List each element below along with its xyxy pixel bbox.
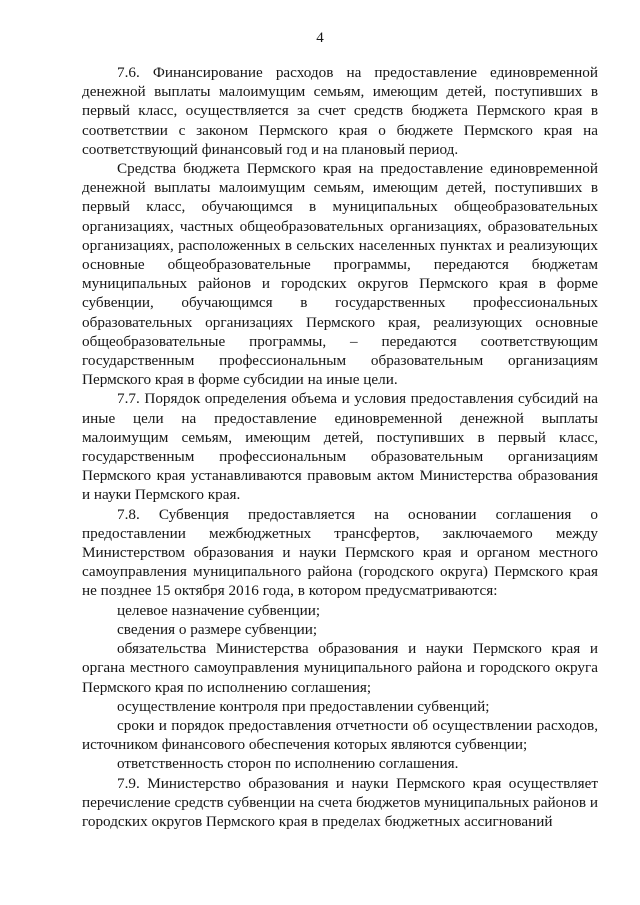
paragraph-budget-funds: Средства бюджета Пермского края на предоставление единовременной денежной выплаты малоимущим семьям, имеющим детей, поступивших в первый класс, обучающимся в муниципальных общеобразовательных организациях, частных общеобразовательных организациях, образовательных организациях, расположенных в сельских населенных пунктах и реализующих основные общеобразовательные программы, передаются бюджетам муниципальных районов и городских округов Пермского края в форме субвенции, обучающимся в государственных профессиональных образовательных организациях Пермского края, реализующих основные общеобразовательные программы, – передаются соответствующим государственным профессиональным образовательным организациям Пермского края в форме субсидии на иные цели. (82, 160, 598, 389)
list-item-subvention-size: сведения о размере субвенции; (117, 620, 318, 638)
list-item-reporting: сроки и порядок предоставления отчетности об осуществлении расходов, источником финансового обеспечения которых являются субвенции; (82, 716, 598, 754)
paragraph-7-9: 7.9. Министерство образования и науки Пермского края осуществляет перечисление средств субвенции на счета бюджетов муниципальных районов и городских округов Пермского края в пределах бюджетных ассигнований (82, 774, 598, 830)
list-item-control: осуществление контроля при предоставлении субвенций; (117, 697, 490, 715)
document-body (82, 63, 598, 831)
list-item-target-purpose: целевое назначение субвенции; (117, 601, 321, 619)
paragraph-7-7: 7.7. Порядок определения объема и условия предоставления субсидий на иные цели на предоставление единовременной денежной выплаты малоимущим семьям, имеющим детей, поступивших в первый класс, государственным профессиональным образовательным организациям Пермского края устанавливаются правовым актом Министерства образования и науки Пермского края. (82, 390, 598, 504)
page-number: 4 (316, 30, 324, 46)
paragraph-7-6: 7.6. Финансирование расходов на предоставление единовременной денежной выплаты малоимущим семьям, имеющим детей, поступивших в первый класс, осуществляется за счет средств бюджета Пермского края в соответствии с законом Пермского края о бюджете Пермского края на соответствующий финансовый год и на плановый период. (82, 64, 598, 158)
list-item-responsibility: ответственность сторон по исполнению соглашения. (117, 755, 459, 773)
paragraph-7-8: 7.8. Субвенция предоставляется на основании соглашения о предоставлении межбюджетных трансфертов, заключаемого между Министерством образования и науки Пермского края и органом местного самоуправления муниципального района (городского округа) Пермского края не позднее 15 октября 2016 года, в котором предусматриваются: (82, 505, 598, 600)
list-item-obligations: обязательства Министерства образования и науки Пермского края и органа местного самоуправления муниципального района и городского округа Пермского края по исполнению соглашения; (82, 640, 598, 696)
